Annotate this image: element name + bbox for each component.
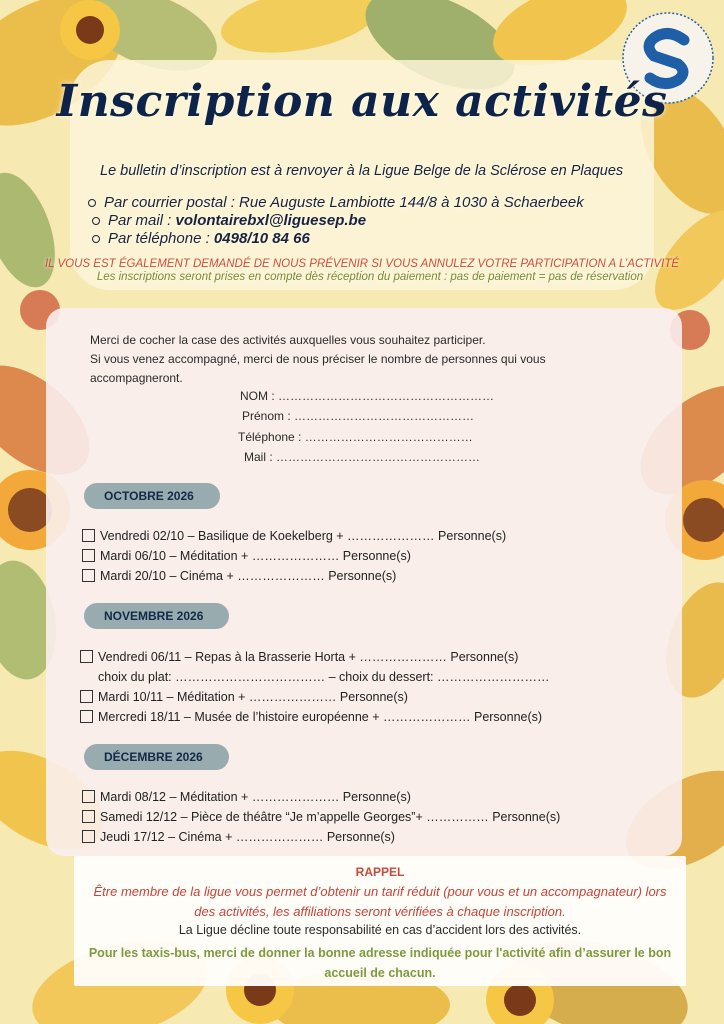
form-intro: Merci de cocher la case des activités auxquelles vous souhaitez participer. Si vous venez accompagné, merci de nous préciser le nombre de personnes qui vous accompagneront. <box>90 333 546 385</box>
activity-dec-2[interactable]: Samedi 12/12 – Pièce de théâtre “Je m’appelle Georges”+ …………… Personne(s) <box>82 810 560 824</box>
field-nom[interactable]: NOM : ……………………………………………… <box>240 389 494 403</box>
field-telephone[interactable]: Téléphone : …………………………………… <box>238 430 473 444</box>
rappel-taxi: Pour les taxis-bus, merci de donner la bonne adresse indiquée pour l'activité afin d’assurer le bon accueil de chacun. <box>88 946 672 980</box>
checkbox-icon[interactable] <box>80 710 93 723</box>
checkbox-icon[interactable] <box>80 650 93 663</box>
checkbox-icon[interactable] <box>82 790 95 803</box>
field-mail[interactable]: Mail : …………………………………………… <box>244 450 481 464</box>
month-decembre: DÉCEMBRE 2026 <box>84 744 229 770</box>
activity-nov-1[interactable]: Vendredi 06/11 – Repas à la Brasserie Horta + ………………… Personne(s) <box>80 650 518 664</box>
activity-dec-1[interactable]: Mardi 08/12 – Méditation + ………………… Personne(s) <box>82 790 411 804</box>
bullet-icon <box>92 217 100 225</box>
payment-warning: Les inscriptions seront prises en compte dès réception du paiement : pas de paiement = pas de réservation <box>96 271 644 283</box>
activity-oct-1[interactable]: Vendredi 02/10 – Basilique de Koekelberg + ………………… Personne(s) <box>82 529 506 543</box>
cancel-warning: IL VOUS EST ÉGALEMENT DEMANDÉ DE NOUS PRÉVENIR SI VOUS ANNULEZ VOTRE PARTICIPATION A L’ACTIVITÉ <box>44 258 680 270</box>
activity-oct-2[interactable]: Mardi 06/10 – Méditation + ………………… Personne(s) <box>82 549 411 563</box>
checkbox-icon[interactable] <box>82 810 95 823</box>
rappel-membership: Être membre de la ligue vous permet d’obtenir un tarif réduit (pour vous et un accompagnateur) lors des activités, les affiliations seront vérifiées à chaque inscription. <box>93 884 667 919</box>
checkbox-icon[interactable] <box>82 569 95 582</box>
contact-postal: Par courrier postal : Rue Auguste Lambiotte 144/8 à 1030 à Schaerbeek <box>88 194 584 212</box>
rappel-liability: La Ligue décline toute responsabilité en cas d’accident lors des activités. <box>178 923 582 937</box>
month-novembre: NOVEMBRE 2026 <box>84 603 229 629</box>
activity-nov-1-choices[interactable]: choix du plat: ……………………………… – choix du dessert: ……………………… <box>98 670 550 684</box>
activity-nov-2[interactable]: Mardi 10/11 – Méditation + ………………… Personne(s) <box>80 690 408 704</box>
bullet-icon <box>88 199 96 207</box>
checkbox-icon[interactable] <box>82 830 95 843</box>
month-octobre: OCTOBRE 2026 <box>84 483 220 509</box>
mail-value[interactable]: volontairebxl@liguesep.be <box>175 212 367 229</box>
activity-dec-3[interactable]: Jeudi 17/12 – Cinéma + ………………… Personne(s) <box>82 830 395 844</box>
contact-phone: Par téléphone : 0498/10 84 66 <box>88 230 584 248</box>
contact-list <box>88 194 584 248</box>
activity-nov-3[interactable]: Mercredi 18/11 – Musée de l’histoire européenne + ………………… Personne(s) <box>80 710 542 724</box>
checkbox-icon[interactable] <box>82 549 95 562</box>
contact-mail: Par mail : volontairebxl@liguesep.be <box>88 212 584 230</box>
activity-oct-3[interactable]: Mardi 20/10 – Cinéma + ………………… Personne(s) <box>82 569 396 583</box>
field-prenom[interactable]: Prénom : ……………………………………… <box>242 409 475 423</box>
subtitle: Le bulletin d’inscription est à renvoyer à la Ligue Belge de la Sclérose en Plaques <box>100 163 624 179</box>
phone-value: 0498/10 84 66 <box>213 230 310 247</box>
checkbox-icon[interactable] <box>82 529 95 542</box>
checkbox-icon[interactable] <box>80 690 93 703</box>
bullet-icon <box>92 235 100 243</box>
page-title: Inscription aux activités <box>56 76 668 127</box>
rappel-title: RAPPEL <box>355 865 405 879</box>
